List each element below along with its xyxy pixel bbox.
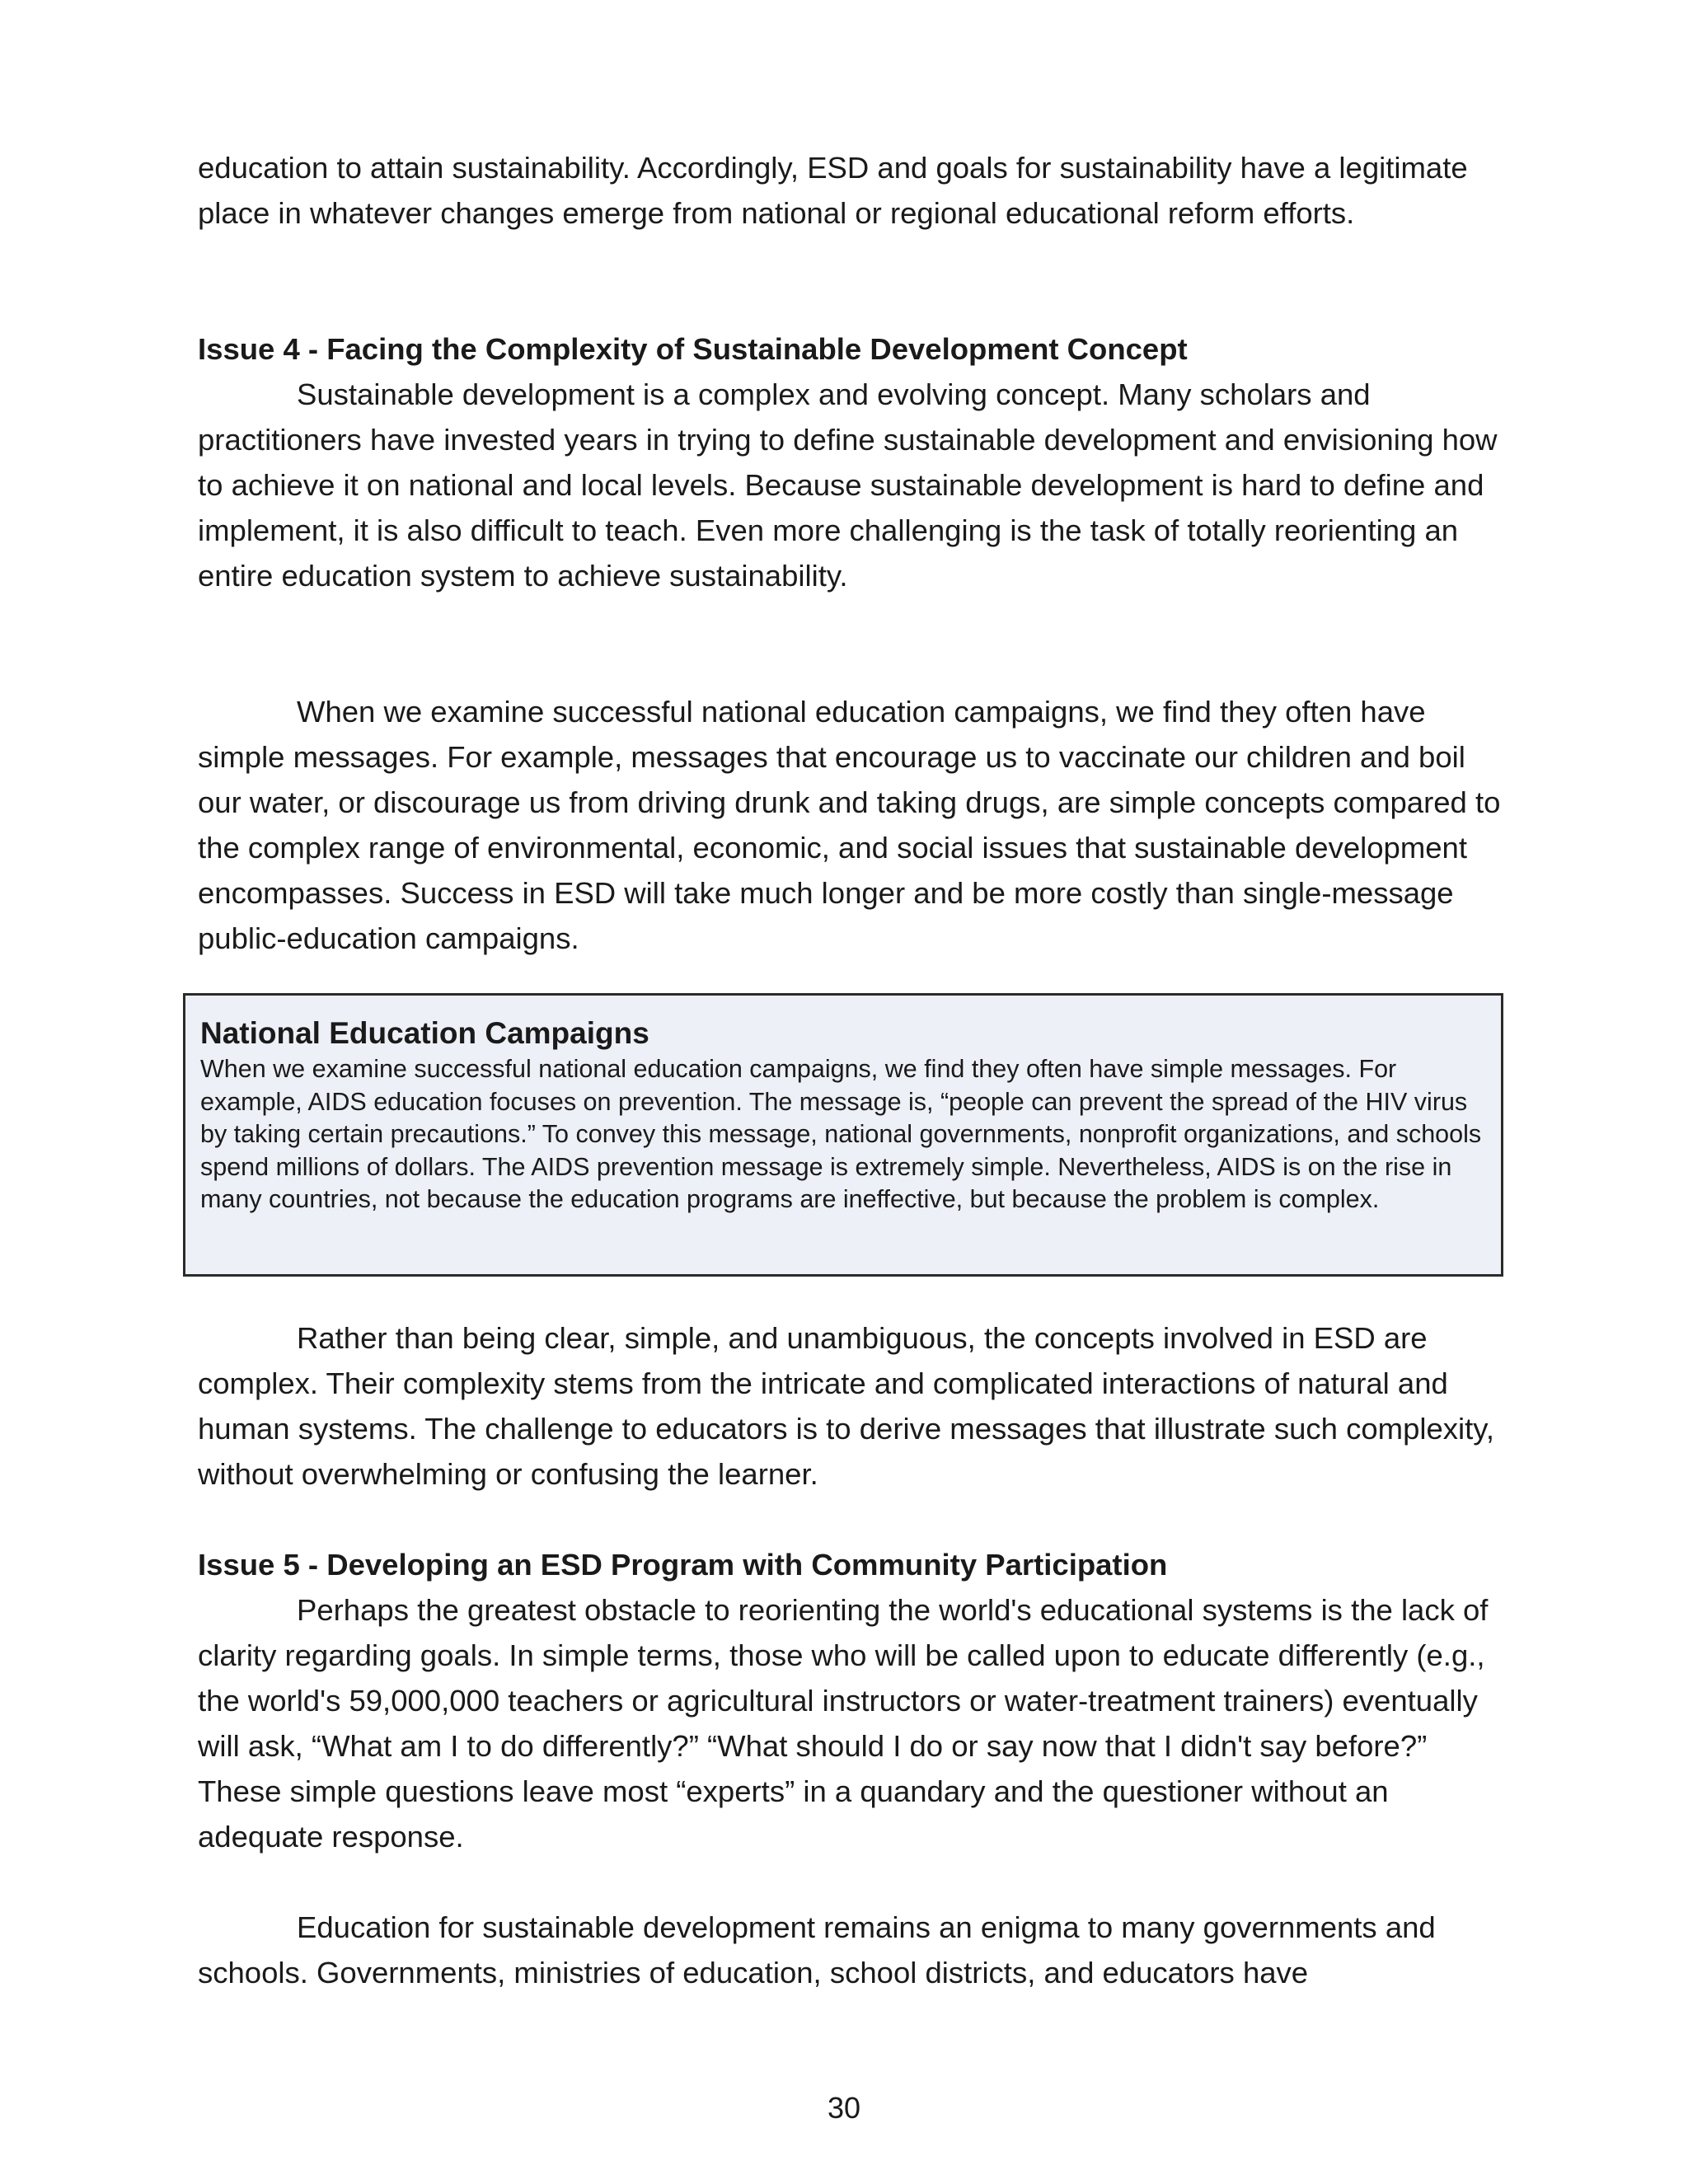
issue-5-paragraph-2-text: Education for sustainable development remains an enigma to many governments and schools. Governments, ministries of education, school districts, and educators have bbox=[198, 1910, 1436, 1990]
issue-4-paragraph-1 bbox=[198, 372, 1517, 598]
page-number: 30 bbox=[827, 2091, 861, 2125]
issue-5-paragraph-1 bbox=[198, 1587, 1517, 1859]
issue-4-paragraph-3 bbox=[198, 1315, 1517, 1497]
callout-body: When we examine successful national education campaigns, we find they often have simple messages. For example, AIDS education focuses on prevention. The message is, “people can prevent the spread of the HIV virus by taking certain precautions.” To convey this message, national governments, nonprofit organizations, and schools spend millions of dollars. The AIDS prevention message is extremely simple. Nevertheless, AIDS is on the rise in many countries, not because the education programs are ineffective, but because the problem is complex. bbox=[200, 1055, 1482, 1213]
issue-4-paragraph-3-text: Rather than being clear, simple, and unambiguous, the concepts involved in ESD are complex. Their complexity stems from the intricate and complicated interactions of natural and human systems. The challenge to educators is to derive messages that illustrate such complexity, without overwhelming or confusing the learner. bbox=[198, 1321, 1494, 1491]
issue-4-heading: Issue 4 - Facing the Complexity of Sustainable Development Concept bbox=[198, 332, 1188, 366]
issue-5-paragraph-2 bbox=[198, 1905, 1517, 1995]
intro-paragraph bbox=[198, 145, 1517, 236]
intro-paragraph-text: education to attain sustainability. Accordingly, ESD and goals for sustainability have a legitimate place in whatever changes emerge from national or regional educational reform efforts. bbox=[198, 151, 1468, 230]
callout-title: National Education Campaigns bbox=[200, 1016, 649, 1050]
national-education-campaigns-callout bbox=[183, 993, 1503, 1277]
issue-4-paragraph-1-text: Sustainable development is a complex and evolving concept. Many scholars and practitioners have invested years in trying to define sustainable development and envisioning how to achieve it on national and local levels. Because sustainable development is hard to define and implement, it is also difficult to teach. Even more challenging is the task of totally reorienting an entire education system to achieve sustainability. bbox=[198, 377, 1498, 593]
issue-5-paragraph-1-text: Perhaps the greatest obstacle to reorienting the world's educational systems is the lack of clarity regarding goals. In simple terms, those who will be called upon to educate differently (e.g., the world's 59,000,000 teachers or agricultural instructors or water-treatment trainers) eventually will ask, “What am I to do differently?” “What should I do or say now that I didn't say before?” These simple questions leave most “experts” in a quandary and the questioner without an adequate response. bbox=[198, 1593, 1489, 1854]
issue-4-paragraph-2-text: When we examine successful national education campaigns, we find they often have simple messages. For example, messages that encourage us to vaccinate our children and boil our water, or discourage us from driving drunk and taking drugs, are simple concepts compared to the complex range of environmental, economic, and social issues that sustainable development encompasses. Success in ESD will take much longer and be more costly than single-message public-education campaigns. bbox=[198, 695, 1501, 955]
issue-5-heading: Issue 5 - Developing an ESD Program with Community Participation bbox=[198, 1548, 1168, 1582]
issue-4-paragraph-2 bbox=[198, 689, 1517, 961]
